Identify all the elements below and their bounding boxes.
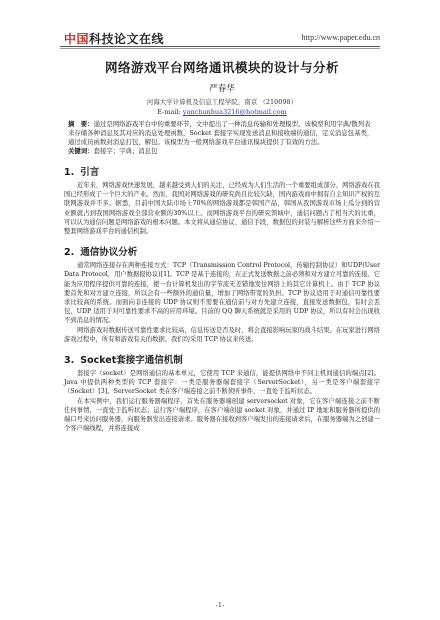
- page-number: -1-: [215, 601, 225, 609]
- site-logo: [64, 30, 164, 47]
- paper-email-line: [64, 108, 380, 116]
- paragraph: 套接字（socket）是网络通信的基本单元，它使用 TCP 来通信，能提供网络中不同主机间通信的端点[2]。Java 中提供两种类型的 TCP 套接字：一类是服务器端套接字（ServerSocket），另一类是客户端套接字（Socket）[3]。ServerSocket 类在客户端连接之前不断侦听事件，一直处于监听状态。: [64, 370, 380, 396]
- email-link[interactable]: yanchunhua3216@hotmail.com: [182, 108, 287, 116]
- paper-title: 网络游戏平台网络通讯模块的设计与分析: [104, 60, 339, 75]
- section-number: 3.: [64, 355, 75, 367]
- email-label: E-mail:: [157, 108, 181, 116]
- keywords-text: 套接字；字典；消息包: [93, 147, 158, 155]
- section-title: Socket套接字通信机制: [80, 355, 183, 367]
- logo-red-text: 中国: [64, 32, 90, 46]
- logo-dark-text: 科技论文在线: [89, 32, 165, 46]
- section-title: 引言: [80, 167, 100, 178]
- site-url[interactable]: http://www.paper.edu.cn: [301, 33, 380, 42]
- section-heading-protocol: [64, 244, 380, 258]
- header-rule: [60, 46, 380, 47]
- section-number: 1.: [64, 167, 75, 178]
- section-heading-socket: [64, 352, 380, 366]
- paragraph: 近年来，网络游戏快速发展，越来越受到人们的关注，已经成为人们生活的一个重要组成部分，网络游戏在我国已经形成了一个巨大的产业。然而，我国对网络游戏的研究尚且比较欠缺，国内游戏商中拥有自主知识产权的互联网游戏并不多。据悉，目前中国大陆市场上70%的网络游戏都是韩国产品，韩国从我国游戏市场上瓜分到的营业额就占到我国网络游戏全部营业额的30%以上。而网络游戏平台的研究领域中，通信问题占了相当大的比重，可以认为通信问题是网络游戏的根本问题。本文将从通信协议、通信手段、数据包的封装与解析这些方面来介绍一整套网络游戏平台的通信机制。: [64, 182, 380, 236]
- section-heading-intro: [64, 164, 380, 178]
- paper-affiliation: 河海大学计算机及信息工程学院，南京 （210098）: [146, 98, 298, 106]
- section-title: 通信协议分析: [80, 247, 138, 259]
- abstract: [64, 120, 380, 147]
- header-rule-thin: [60, 48, 380, 49]
- paper-author: 严春华: [209, 84, 235, 94]
- paragraph: 在本实例中，我们运行服务器端程序，首先在服务器端创建 serversocket 对象，它在客户端连接之前不断任何事情，一直处于监听状态；运行客户端程序，在客户端创建 socket 对象，并通过 IP 地址和服务器所提供的端口号来访问服务器，向服务器发出连接请求。服务器在接收到客户端发出的连接请求后，在服务器端为之创建一个客户端线程，并将连接成: [64, 397, 380, 433]
- keywords-label: 关键词：: [68, 147, 94, 155]
- paper-body: [64, 56, 380, 433]
- abstract-text: 通过是网络游戏平台中的重要环节，文中提出了一种消息传输和处理模型。该模型利用字典/散列表来存储各种消息及其对应的消息处理函数，Socket 套接字实现发送消息和接收端的通信，定义消息包基类，通过成员函数封消息打包、解包。该模型为一般网络游戏平台通讯模块提供了有效的方法。: [68, 120, 374, 146]
- abstract-label: 摘 要：: [68, 120, 94, 128]
- paragraph: 网络游戏对数据传送可靠性要求比较高，信息传送是否及时，将会直接影响玩家的战斗结果。在玩家进行网络游戏过程中，所有和游戏有关的数据，我们均采用 TCP 协议来传送。: [64, 326, 380, 343]
- keywords: [64, 147, 380, 156]
- page-header: [0, 0, 440, 50]
- paragraph: 通常网络连接存在两种连接方式：TCP（Transmission Control Protocol，传输控制协议）和UDP(User Data Protocol，用户数据报协议)[1]。TCP 是基于连接的，在正式发送数据之前必须和对方建立可靠的连接。它能为应用程序提供可靠的连接，使一台计算机发出的字节流无差错地发往网络上的其它计算机上。由于 TCP 协议要首先和对方建立连接，所以会有一些额外的通信量，增加了网络带宽的负担。TCP 协议适用于对通信可靠性要求比较高的系统。而面向非连接的 UDP 协议则不需要在通信前与对方先建立连接，直接发送数据包，有时会丢包，UDP 适用于对可靠性要求不高的应用环境。目前的 QQ 聊天系统就是采用的 UDP 协议，所以有时会出现收不到消息的情况。: [64, 262, 380, 325]
- section-number: 2.: [64, 247, 75, 259]
